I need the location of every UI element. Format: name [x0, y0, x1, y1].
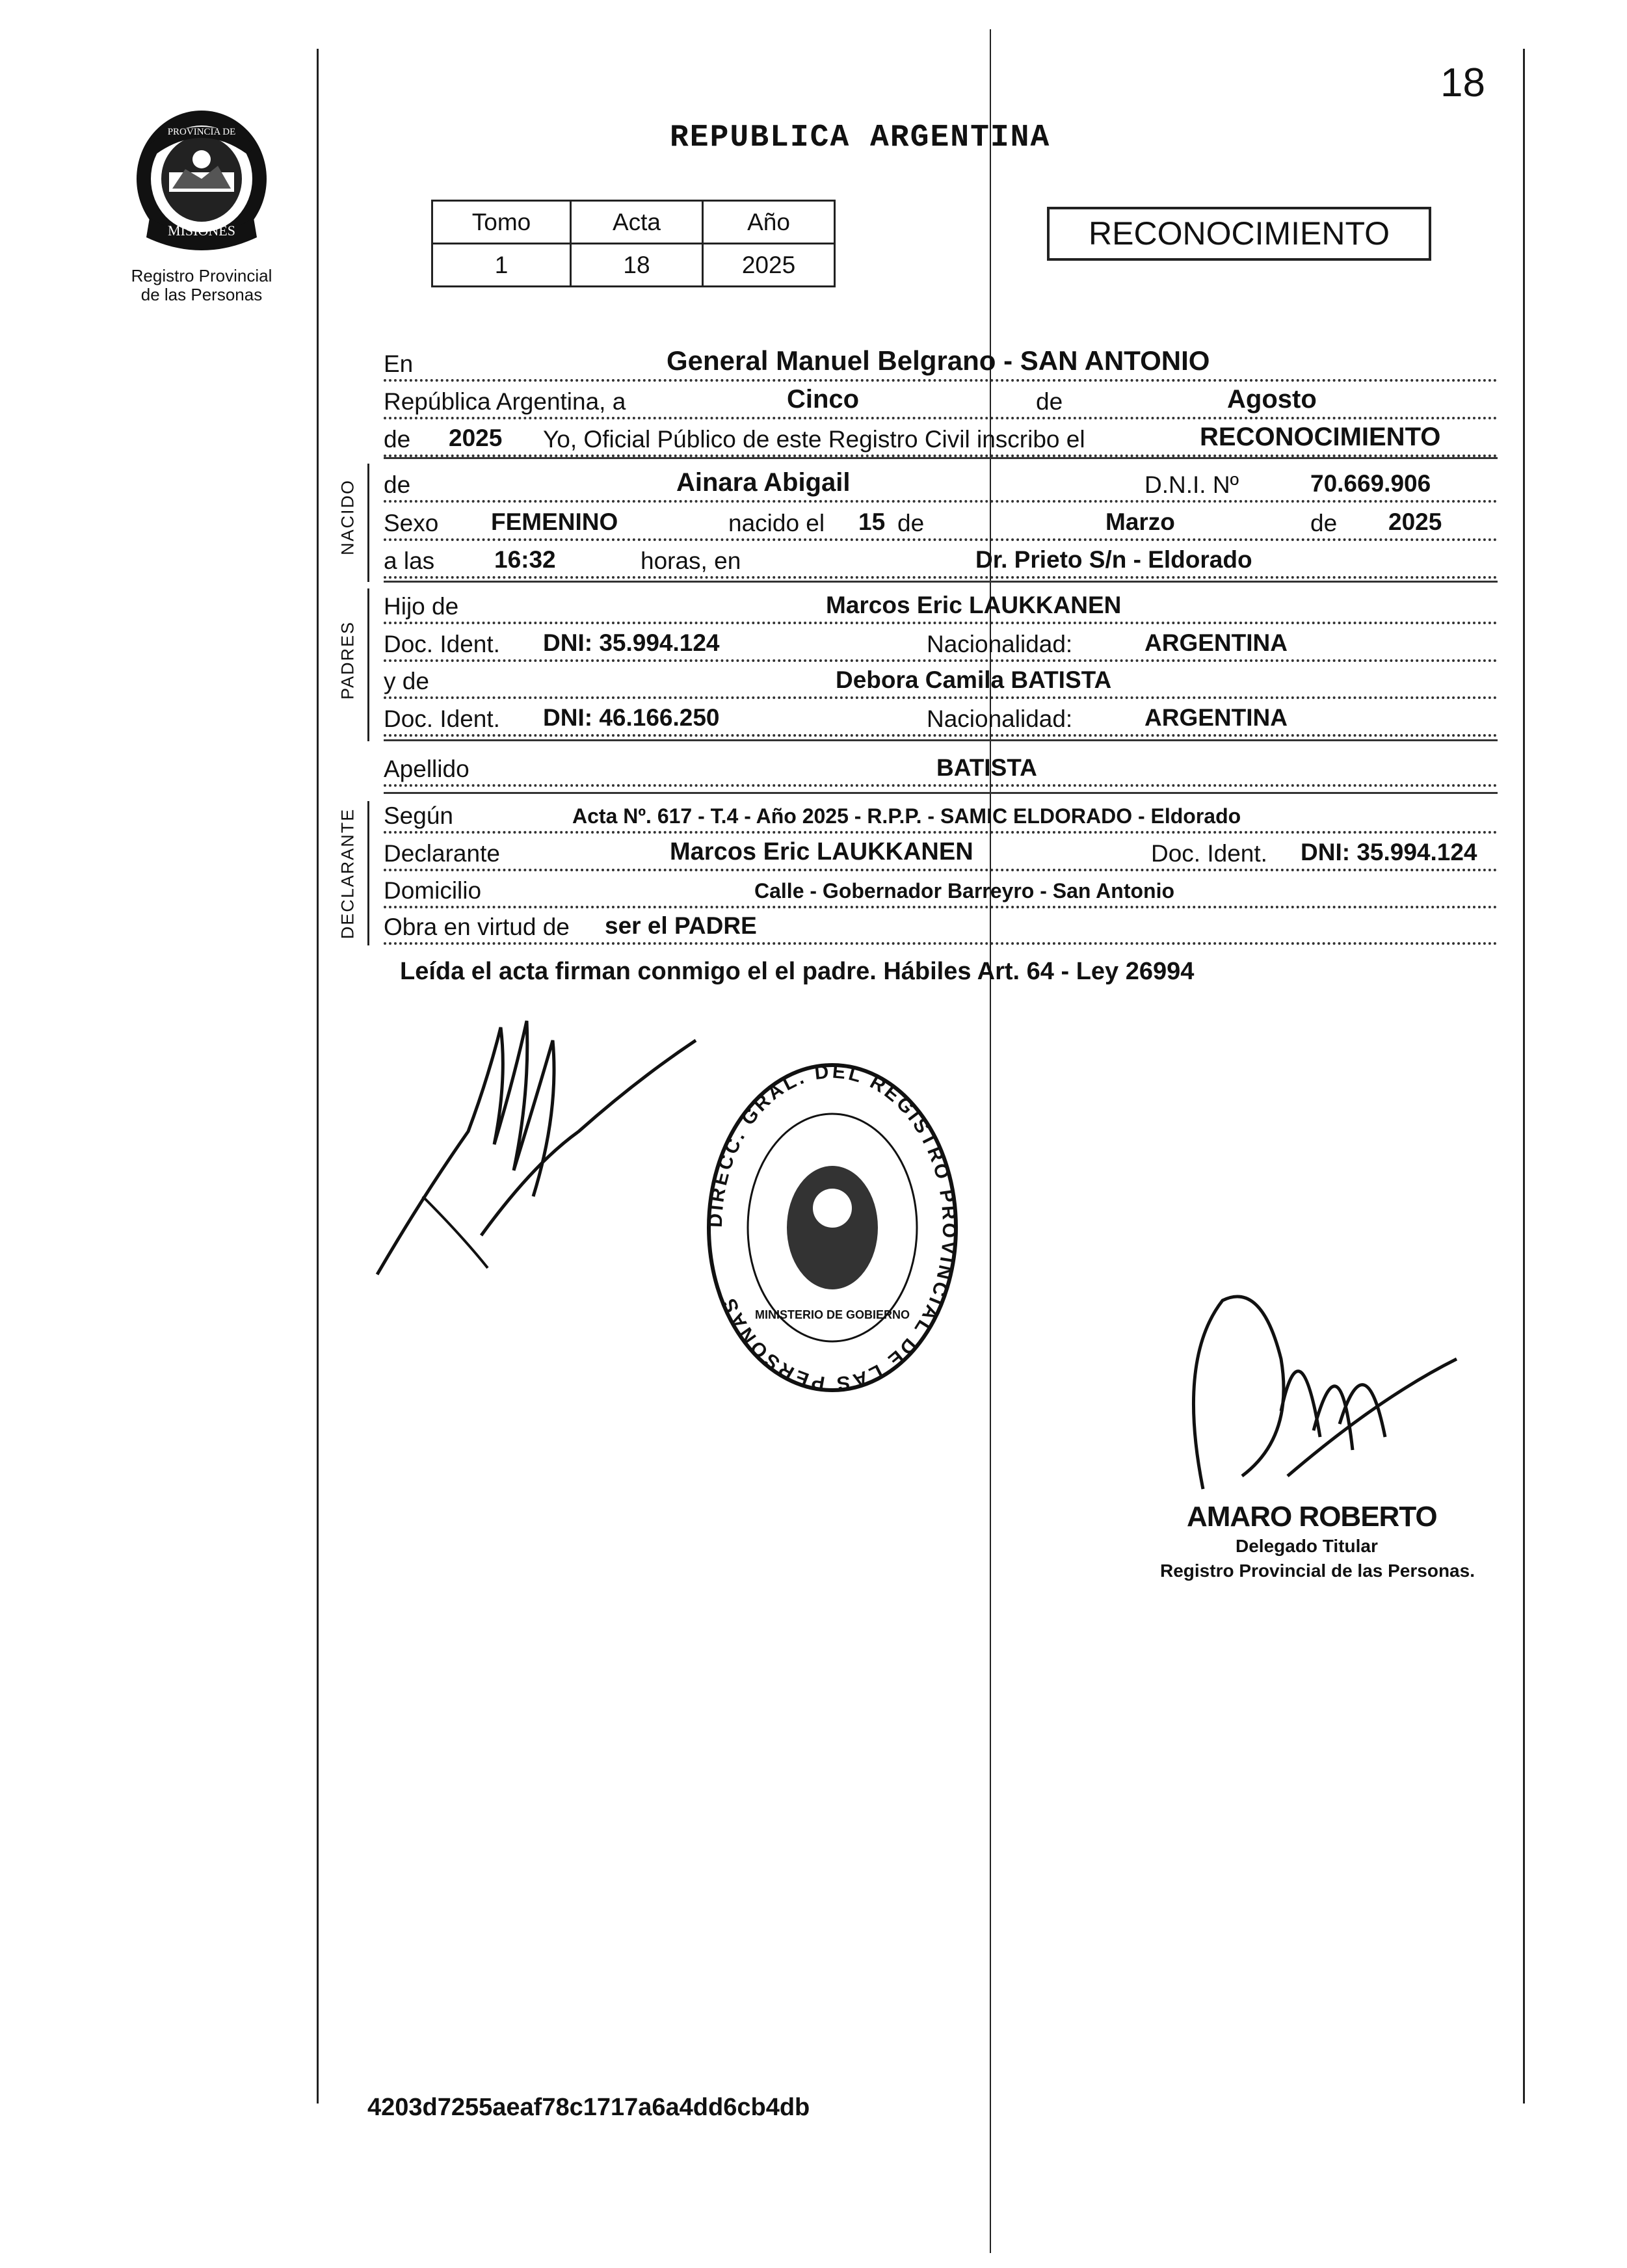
declarante-section-bar — [367, 801, 369, 945]
birth-time: 16:32 — [494, 546, 556, 573]
table-header-acta: Acta — [571, 201, 703, 244]
stamp-inner-text: MINISTERIO DE GOBIERNO — [754, 1308, 910, 1321]
act-type-value: RECONOCIMIENTO — [1200, 423, 1441, 451]
domicilio-label: Domicilio — [384, 877, 482, 904]
father-nationality-label: Nacionalidad: — [927, 631, 1073, 657]
declarante-section-label: DECLARANTE — [337, 808, 358, 940]
declarante-name: Marcos Eric LAUKKANEN — [670, 838, 973, 865]
document-hash: 4203d7255aeaf78c1717a6a4dd6cb4db — [367, 2094, 810, 2121]
official-stamp — [696, 1059, 969, 1397]
form-line-father — [384, 585, 1498, 624]
table-header-tomo: Tomo — [432, 201, 571, 244]
closing-statement: Leída el acta firman conmigo el el padre. Hábiles Art. 64 - Ley 26994 — [400, 958, 1195, 985]
form-line-segun — [384, 795, 1498, 834]
declarante-doc-label: Doc. Ident. — [1151, 840, 1267, 867]
table-header-ano: Año — [703, 201, 835, 244]
hijo-de-label: Hijo de — [384, 593, 459, 620]
form-line-mother-doc — [384, 698, 1498, 737]
sexo-value: FEMENINO — [491, 508, 618, 535]
logo-caption-line2: de las Personas — [140, 285, 263, 304]
nacido-section-label: NACIDO — [337, 479, 358, 556]
page-number: 18 — [1440, 60, 1485, 105]
separator — [384, 739, 1498, 741]
father-name: Marcos Eric LAUKKANEN — [826, 592, 1122, 618]
separator — [384, 457, 1498, 459]
form-line-name — [384, 464, 1498, 503]
inscribo-label: Yo, Oficial Público de este Registro Civil inscribo el — [543, 426, 1085, 453]
father-nationality: ARGENTINA — [1144, 629, 1288, 656]
padres-section-bar — [367, 588, 369, 741]
child-name: Ainara Abigail — [676, 468, 851, 497]
child-dni: 70.669.906 — [1310, 470, 1431, 497]
father-doc: DNI: 35.994.124 — [543, 629, 720, 656]
apellido-value: BATISTA — [936, 754, 1037, 781]
mother-doc-label: Doc. Ident. — [384, 705, 500, 732]
mother-nationality: ARGENTINA — [1144, 704, 1288, 731]
place-value: General Manuel Belgrano - SAN ANTONIO — [667, 345, 1210, 376]
declarante-label: Declarante — [384, 840, 500, 867]
year-value: 2025 — [449, 425, 503, 451]
form-line-birth — [384, 502, 1498, 541]
official-name: AMARO ROBERTO — [1187, 1501, 1437, 1533]
form-line-domicilio — [384, 869, 1498, 908]
birth-month: Marzo — [1105, 508, 1175, 535]
sexo-label: Sexo — [384, 510, 439, 536]
father-doc-label: Doc. Ident. — [384, 631, 500, 657]
declarante-doc: DNI: 35.994.124 — [1301, 839, 1477, 865]
domicilio-value: Calle - Gobernador Barreyro - San Antonio — [754, 879, 1175, 903]
dni-label: D.N.I. Nº — [1144, 471, 1239, 498]
declarant-signature — [364, 1001, 728, 1300]
reference-table — [431, 200, 836, 287]
form-line-declarante — [384, 832, 1498, 871]
separator — [384, 581, 1498, 583]
nacido-de-label: de — [384, 471, 411, 498]
official-signature — [1184, 1281, 1470, 1515]
mother-name: Debora Camila BATISTA — [836, 666, 1112, 693]
segun-value: Acta Nº. 617 - T.4 - Año 2025 - R.P.P. - SAMIC ELDORADO - Eldorado — [572, 804, 1241, 828]
table-value-acta: 18 — [571, 244, 703, 287]
left-margin-rule — [317, 49, 319, 2103]
birth-de-label-2: de — [1310, 510, 1338, 536]
mother-doc: DNI: 46.166.250 — [543, 704, 720, 731]
separator — [384, 792, 1498, 794]
alas-label: a las — [384, 547, 435, 574]
birth-de-label: de — [897, 510, 925, 536]
y-de-label: y de — [384, 668, 429, 694]
registry-logo — [111, 107, 293, 304]
official-role: Delegado Titular — [1236, 1536, 1378, 1556]
mother-nationality-label: Nacionalidad: — [927, 705, 1073, 732]
birth-place: Dr. Prieto S/n - Eldorado — [975, 546, 1252, 573]
de2-label: de — [384, 426, 411, 453]
page-title: REPUBLICA ARGENTINA — [670, 120, 1051, 155]
table-value-ano: 2025 — [703, 244, 835, 287]
right-margin-rule — [1523, 49, 1525, 2103]
logo-emblem-top-text: PROVINCIA DE — [167, 127, 236, 137]
form-line-father-doc — [384, 623, 1498, 662]
form-line-inscribo — [384, 418, 1498, 457]
logo-emblem-text: MISIONES — [168, 222, 235, 239]
padres-section-label: PADRES — [337, 620, 358, 700]
form-line-place — [384, 343, 1498, 382]
birth-year: 2025 — [1388, 508, 1442, 535]
obra-value: ser el PADRE — [605, 912, 757, 939]
de-label: de — [1036, 388, 1063, 415]
form-line-mother — [384, 660, 1498, 699]
logo-caption-line1: Registro Provincial — [131, 266, 272, 285]
apellido-label: Apellido — [384, 756, 470, 782]
table-value-tomo: 1 — [432, 244, 571, 287]
en-label: En — [384, 350, 414, 377]
day-value: Cinco — [787, 385, 860, 414]
horas-label: horas, en — [641, 547, 741, 574]
nacido-el-label: nacido el — [728, 510, 825, 536]
document-type-box: RECONOCIMIENTO — [1047, 207, 1431, 261]
segun-label: Según — [384, 802, 453, 829]
stamp-outer-text: DIRECC. GRAL. DEL REGISTRO PROVINCIAL DE LAS PERSONAS — [704, 1061, 960, 1395]
form-line-apellido — [384, 748, 1498, 787]
form-line-obra — [384, 906, 1498, 945]
official-office: Registro Provincial de las Personas. — [1160, 1561, 1475, 1581]
republic-label: República Argentina, a — [384, 388, 626, 415]
obra-label: Obra en virtud de — [384, 914, 570, 940]
form-line-time — [384, 540, 1498, 579]
month-value: Agosto — [1227, 385, 1317, 414]
provincial-shield-icon — [111, 107, 293, 257]
birth-day: 15 — [858, 508, 886, 535]
form-line-date — [384, 380, 1498, 419]
nacido-section-bar — [367, 464, 369, 582]
